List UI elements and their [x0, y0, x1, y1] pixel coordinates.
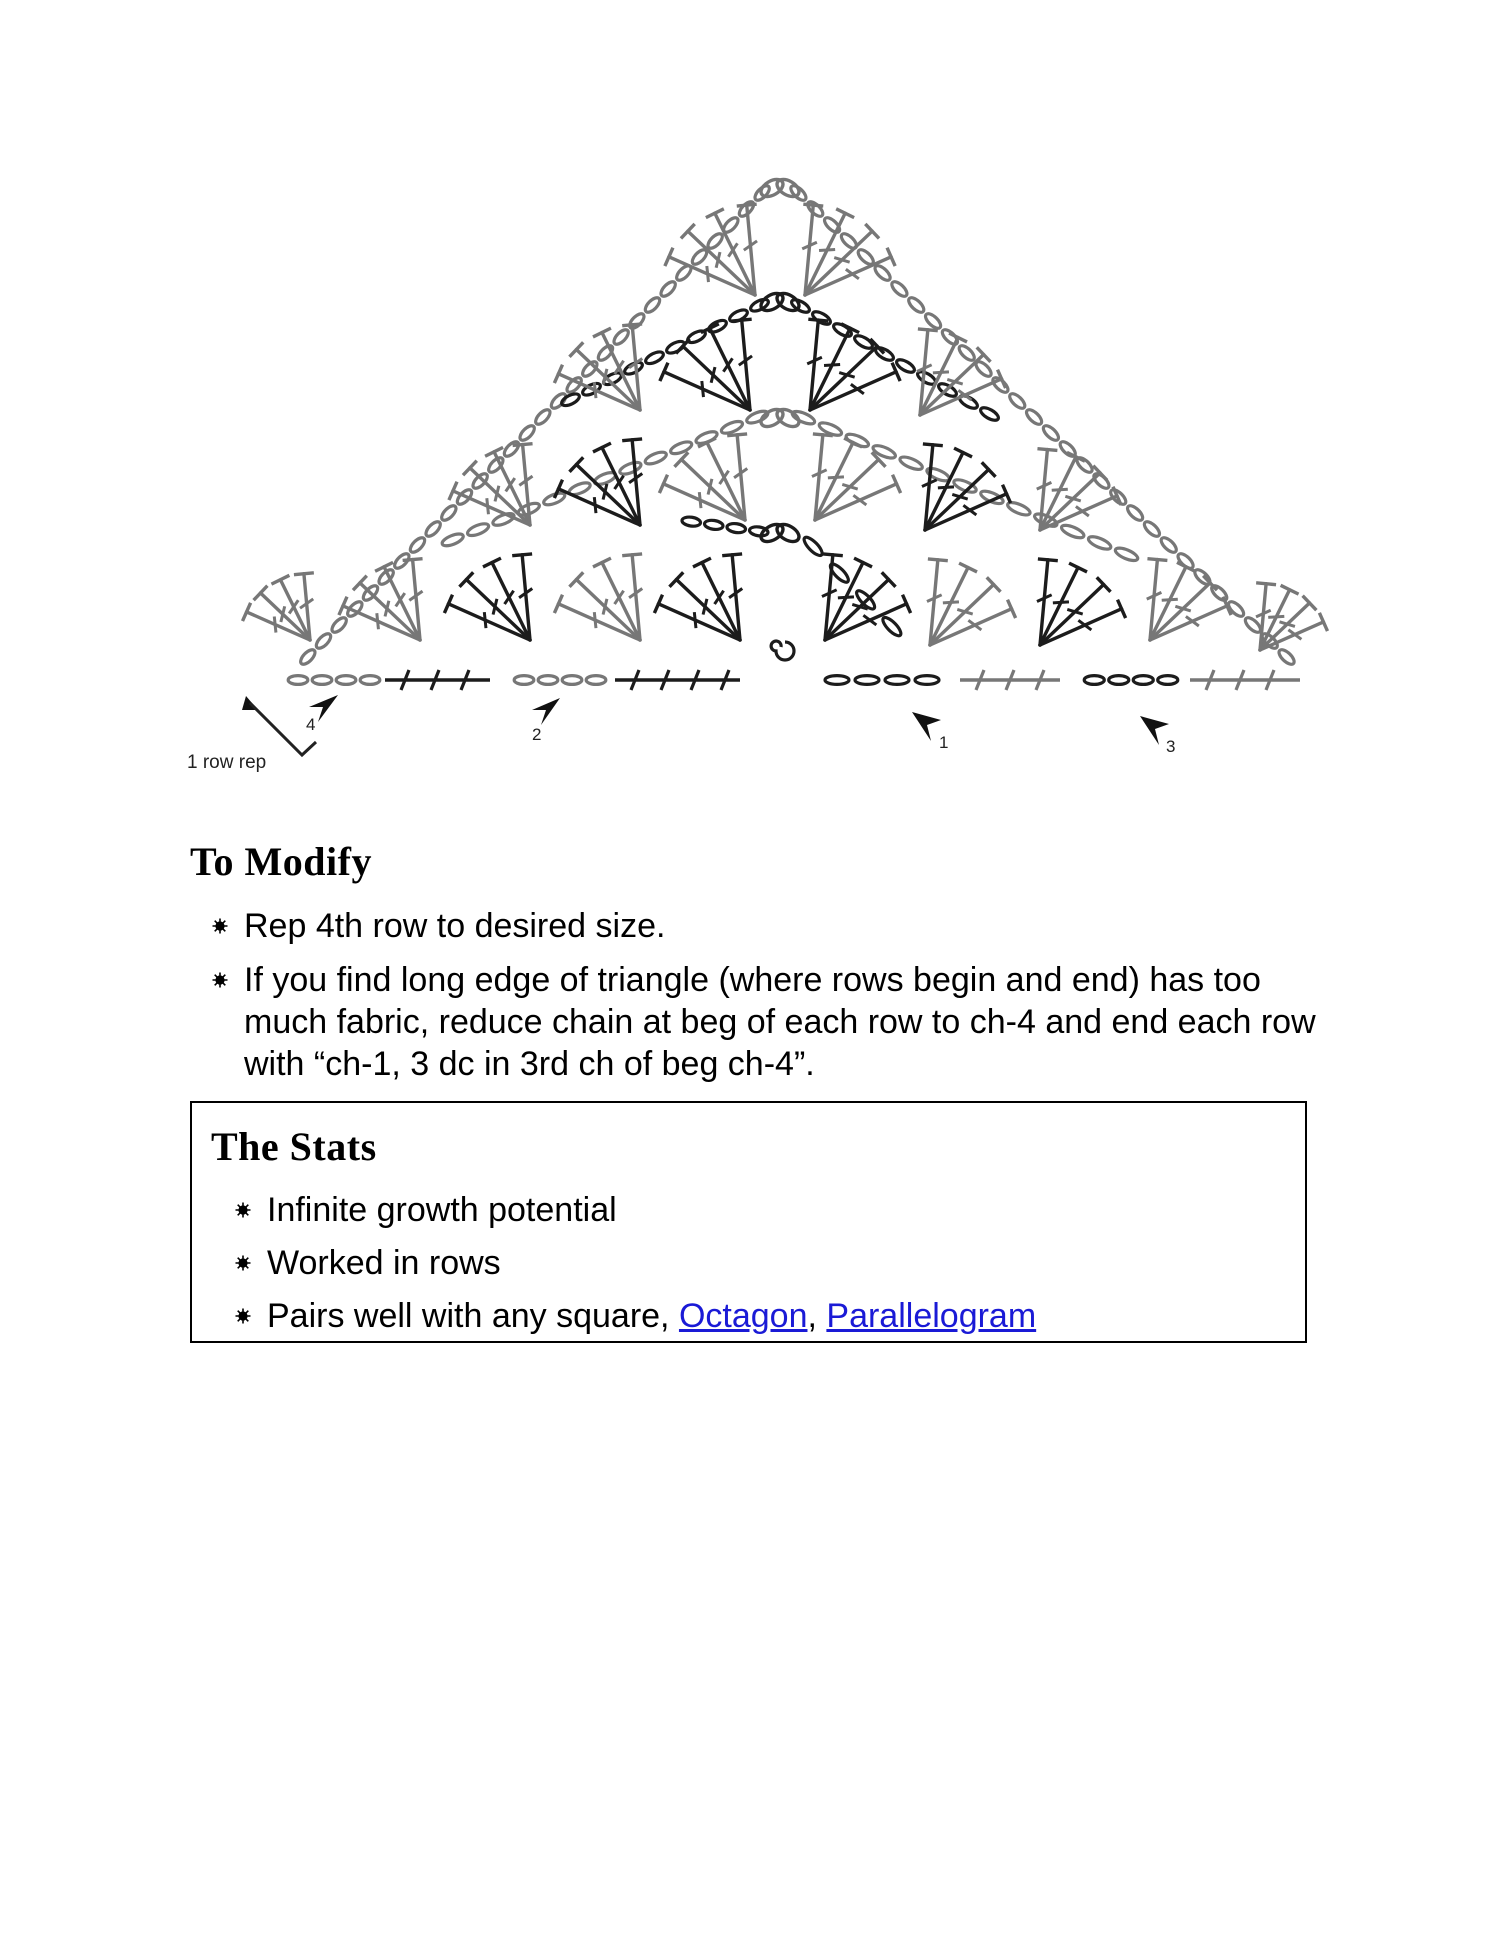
- dc-top-bar: [512, 554, 532, 556]
- dc-top-bar: [808, 319, 828, 321]
- stats-list: [213, 1189, 1293, 1348]
- chain-stitch: [549, 391, 568, 410]
- dc-cross-bar: [938, 487, 954, 488]
- chain-stitch: [979, 405, 1001, 422]
- dc-stitch: [1150, 583, 1210, 640]
- to-modify-heading: To Modify: [190, 839, 372, 884]
- chain-stitch: [791, 409, 817, 426]
- stitch-symbols: [243, 176, 1328, 690]
- list-item-text: Rep 4th row to desired size.: [244, 907, 666, 945]
- chain-stitch: [898, 455, 924, 472]
- chain-stitch: [314, 631, 333, 650]
- list-item: [213, 1295, 1293, 1337]
- chain-stitch: [618, 460, 642, 477]
- dc-stitch: [558, 489, 640, 525]
- list-item-text: Infinite growth potential: [267, 1191, 617, 1229]
- repeat-label: 1 row rep: [187, 752, 267, 773]
- chain-stitch: [1159, 535, 1179, 554]
- dc-cross-bar: [943, 602, 959, 603]
- chain-stitch: [885, 676, 909, 685]
- dc-top-bar: [727, 434, 747, 436]
- dc-cross-bar: [1053, 602, 1069, 603]
- dc-stitch: [805, 231, 872, 295]
- dc-stitch: [360, 583, 420, 640]
- chain-stitch: [439, 503, 458, 522]
- dc-cross-bar: [603, 369, 607, 385]
- chain-stitch: [288, 676, 308, 685]
- dc-top-bar: [732, 319, 752, 321]
- chain-stitch: [1084, 676, 1104, 685]
- dc-cross-bar: [377, 613, 379, 629]
- apex-loop: [774, 176, 802, 200]
- dc-stitch: [815, 460, 879, 520]
- chain-stitch: [957, 343, 977, 362]
- chain-stitch: [644, 450, 668, 467]
- dc-top-bar: [737, 204, 757, 206]
- row-label-1: 1: [939, 733, 949, 752]
- dc-stitch: [261, 593, 310, 640]
- dc-cross-bar: [824, 365, 840, 366]
- chain-stitch: [623, 360, 644, 376]
- dc-top-bar: [403, 559, 423, 561]
- dc-cross-bar: [838, 597, 854, 598]
- stats-box: [190, 1101, 1307, 1343]
- stats-heading: The Stats: [211, 1124, 377, 1169]
- chain-stitch: [1125, 503, 1145, 522]
- dc-stitch: [810, 346, 877, 410]
- star-bullet-icon: [235, 1255, 251, 1271]
- chain-stitch: [802, 535, 825, 558]
- dc-stitch: [453, 491, 530, 525]
- chain-stitch: [880, 615, 903, 638]
- dc-top-bar: [1147, 559, 1167, 561]
- dc-cross-bar: [281, 606, 285, 622]
- chain-stitch: [1158, 676, 1178, 685]
- dc-stitch: [663, 484, 745, 520]
- dc-stitch: [1260, 603, 1309, 650]
- dc-cross-bar: [707, 266, 709, 282]
- chain-stitch: [1277, 647, 1297, 666]
- chain-stitch: [612, 327, 631, 346]
- chain-stitch: [726, 522, 746, 533]
- dc-stitch: [1040, 473, 1100, 530]
- dc-top-bar: [1037, 449, 1057, 451]
- dc-cross-bar: [708, 479, 712, 495]
- chain-stitch: [336, 676, 356, 685]
- dc-cross-bar: [1268, 616, 1284, 617]
- chain-stitch: [471, 471, 490, 490]
- dc-stitch: [825, 580, 889, 640]
- list-item: [190, 959, 1330, 1085]
- magic-ring: [771, 641, 794, 660]
- row-3-arrow-icon: [1140, 716, 1169, 745]
- row-label-4: 4: [306, 715, 316, 734]
- star-bullet-icon: [235, 1202, 251, 1218]
- chain-stitch: [408, 535, 427, 554]
- list-item-text: Worked in rows: [267, 1244, 501, 1282]
- dc-stitch: [658, 604, 740, 640]
- chain-stitch: [330, 615, 349, 634]
- chain-stitch: [889, 279, 909, 298]
- chain-stitch: [706, 231, 725, 250]
- chain-stitch: [1007, 391, 1027, 410]
- chain-stitch: [1243, 615, 1263, 634]
- dc-top-bar: [622, 439, 642, 441]
- dc-cross-bar: [495, 486, 499, 502]
- star-bullet-icon: [212, 972, 228, 988]
- dc-stitch: [576, 580, 640, 640]
- modify-list: [190, 905, 1330, 1097]
- dc-cross-bar: [1162, 599, 1178, 600]
- dc-cross-bar: [385, 601, 389, 617]
- dc-stitch: [558, 604, 640, 640]
- dc-cross-bar: [1052, 489, 1068, 490]
- dc-top-bar: [1038, 559, 1058, 561]
- dc-cross-bar: [594, 382, 596, 398]
- chain-stitch: [659, 279, 678, 298]
- chain-stitch: [1087, 534, 1113, 551]
- dc-stitch: [669, 257, 755, 295]
- dc-cross-bar: [694, 612, 696, 628]
- dc-cross-bar: [702, 381, 704, 397]
- chain-stitch: [562, 676, 582, 685]
- dc-cross-bar: [703, 599, 707, 615]
- chain-stitch: [627, 311, 646, 330]
- chain-stitch: [855, 676, 879, 685]
- dc-stitch: [681, 460, 745, 520]
- apex-loop: [774, 521, 802, 545]
- chain-stitch: [518, 423, 537, 442]
- chain-stitch: [502, 439, 521, 458]
- chain-stitch: [704, 519, 724, 530]
- dc-cross-bar: [484, 612, 486, 628]
- dc-top-bar: [918, 329, 938, 331]
- dc-cross-bar: [274, 617, 276, 633]
- dc-cross-bar: [711, 367, 715, 383]
- dc-top-bar: [813, 434, 833, 436]
- dc-top-bar: [294, 573, 314, 575]
- chain-stitch: [1142, 519, 1162, 538]
- chain-stitch: [424, 519, 443, 538]
- chain-stitch: [441, 532, 465, 549]
- row-label-2: 2: [532, 725, 542, 744]
- dc-top-bar: [923, 444, 943, 446]
- dc-cross-bar: [594, 612, 596, 628]
- chain-stitch: [644, 350, 665, 366]
- dc-cross-bar: [933, 372, 949, 373]
- list-item: [213, 1189, 1293, 1231]
- dc-top-bar: [722, 554, 742, 556]
- row-markers: [187, 695, 1175, 773]
- chain-stitch: [873, 263, 893, 282]
- crochet-stitch-diagram: [0, 0, 1500, 800]
- list-item: [190, 905, 1330, 947]
- chain-stitch: [669, 440, 693, 457]
- row-1-arrow-icon: [912, 712, 941, 741]
- dc-stitch: [448, 604, 530, 640]
- chain-stitch: [538, 676, 558, 685]
- dc-cross-bar: [716, 252, 720, 268]
- dc-cross-bar: [699, 492, 701, 508]
- star-bullet-icon: [235, 1308, 251, 1324]
- chain-stitch: [1133, 676, 1153, 685]
- chain-stitch: [533, 407, 552, 426]
- dc-top-bar: [513, 444, 533, 446]
- chain-stitch: [915, 676, 939, 685]
- dc-top-bar: [622, 554, 642, 556]
- dc-top-bar: [928, 559, 948, 561]
- dc-cross-bar: [603, 599, 607, 615]
- dc-cross-bar: [603, 484, 607, 500]
- dc-stitch: [466, 580, 530, 640]
- dc-cross-bar: [594, 497, 596, 513]
- dc-stitch: [683, 346, 750, 410]
- chain-stitch: [1024, 407, 1044, 426]
- octagon-link[interactable]: Octagon: [678, 1297, 808, 1335]
- list-item: [213, 1242, 1293, 1284]
- apex-loop: [774, 406, 802, 430]
- chain-stitch: [586, 676, 606, 685]
- dc-stitch: [664, 372, 750, 410]
- dc-stitch: [343, 606, 420, 640]
- row-label-3: 3: [1166, 737, 1176, 756]
- dc-stitch: [930, 585, 994, 645]
- dc-stitch: [676, 580, 740, 640]
- dc-cross-bar: [493, 599, 497, 615]
- dc-top-bar: [803, 204, 823, 206]
- dc-top-bar: [622, 324, 642, 326]
- chain-stitch: [681, 516, 701, 527]
- chain-stitch: [1114, 546, 1140, 563]
- chain-stitch: [1060, 523, 1086, 540]
- star-bullet-icon: [212, 918, 228, 934]
- chain-stitch: [312, 676, 332, 685]
- chain-stitch: [923, 311, 943, 330]
- dc-cross-bar: [828, 477, 844, 478]
- chain-stitch: [906, 295, 926, 314]
- dc-stitch: [247, 612, 310, 640]
- dc-cross-bar: [487, 498, 489, 514]
- apex-loop: [774, 290, 802, 314]
- chain-stitch: [542, 491, 566, 508]
- chain-stitch: [825, 676, 849, 685]
- parallelogram-link[interactable]: Parallelogram: [826, 1297, 1037, 1335]
- chain-stitch: [360, 676, 380, 685]
- dc-cross-bar: [819, 250, 835, 251]
- chain-stitch: [298, 647, 317, 666]
- list-item-text: Pairs well with any square,: [267, 1297, 679, 1335]
- chain-stitch: [805, 199, 825, 218]
- dc-top-bar: [1256, 583, 1276, 585]
- dc-stitch: [1040, 585, 1104, 645]
- chain-stitch: [514, 676, 534, 685]
- row-2-arrow-icon: [532, 698, 560, 725]
- list-item-text: If you find long edge of triangle (where rows begin and end) has too much fabric, reduce chain at beg of each row to ch-4 and end each row with “ch-1, 3 dc in 3rd ch of beg ch-4”.: [244, 961, 1316, 1083]
- dc-top-bar: [823, 554, 843, 556]
- chain-stitch: [643, 295, 662, 314]
- link-separator: ,: [807, 1297, 827, 1335]
- chain-stitch: [1041, 423, 1061, 442]
- chain-stitch: [1109, 676, 1129, 685]
- chain-stitch: [466, 521, 490, 538]
